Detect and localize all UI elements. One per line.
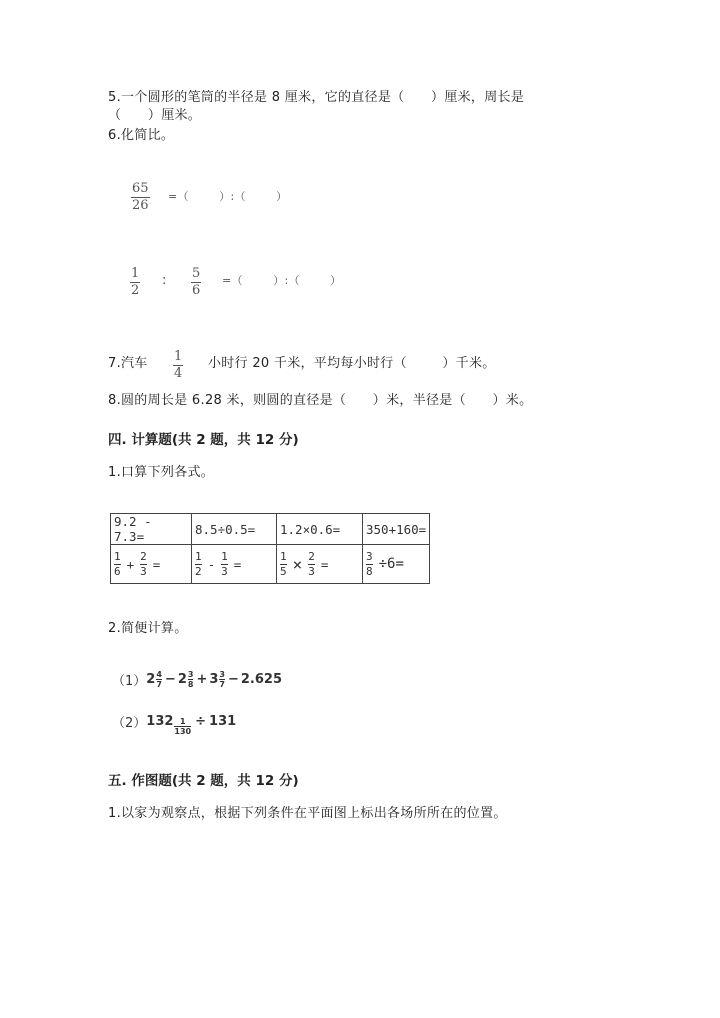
expression-label: （2） [112, 716, 147, 731]
operator: + [196, 672, 208, 687]
table-cell: 9.2 - 7.3= [111, 514, 192, 545]
fraction-denominator: 3 [140, 564, 147, 578]
ratio-answer-1: =（ ）:（ ） [168, 190, 288, 203]
expression-1 [112, 670, 282, 689]
fraction-numerator: 2 [308, 549, 315, 563]
divisor: 131 [209, 714, 237, 729]
equals: = [152, 556, 161, 572]
question-5-line-2: （ ）厘米。 [108, 108, 202, 123]
table-cell [363, 545, 430, 584]
fraction [280, 551, 287, 578]
fraction-denominator: 3 [221, 564, 228, 578]
fraction-denominator: 7 [219, 680, 225, 689]
question-6-title: 6.化简比。 [108, 128, 175, 143]
fraction-65-26 [131, 182, 150, 213]
whole-part: 3 [209, 672, 219, 687]
operator: − [227, 672, 239, 687]
fraction-denominator: 6 [192, 283, 201, 298]
question-7-prefix: 7.汽车 [108, 356, 148, 371]
equals: = [233, 556, 242, 572]
table-row [111, 514, 430, 545]
table-cell: 8.5÷0.5= [192, 514, 277, 545]
fraction [140, 551, 147, 578]
fraction [221, 551, 228, 578]
table-cell [277, 545, 363, 584]
fraction-numerator: 1 [114, 549, 121, 563]
whole-part: 2 [177, 672, 187, 687]
mixed-number [209, 670, 226, 689]
fraction-numerator: 5 [192, 266, 201, 281]
mixed-number [146, 670, 163, 689]
fraction-denominator: 2 [195, 564, 202, 578]
fraction-numerator: 1 [195, 549, 202, 563]
expression-2 [112, 707, 236, 736]
table-cell [111, 545, 192, 584]
fraction-numerator: 3 [187, 670, 194, 679]
fraction-numerator: 3 [366, 549, 373, 563]
whole-part: 2 [146, 672, 156, 687]
mixed-number [146, 707, 192, 736]
fraction-numerator: 1 [179, 717, 186, 726]
operator: ÷ [195, 714, 207, 729]
table-cell [192, 545, 277, 584]
fraction-numerator: 1 [221, 549, 228, 563]
ratio-colon: : [162, 273, 167, 288]
table-cell: 350+160= [363, 514, 430, 545]
fraction-numerator: 1 [174, 349, 183, 364]
fraction-denominator: 2 [131, 283, 140, 298]
question-5-line-1: 5.一个圆形的笔筒的半径是 8 厘米，它的直径是（ ）厘米，周长是 [108, 90, 525, 105]
mixed-number [178, 670, 195, 689]
table-cell: 1.2×0.6= [277, 514, 363, 545]
question-7-suffix: 小时行 20 千米，平均每小时行（ ）千米。 [208, 356, 496, 371]
fraction-numerator: 2 [140, 549, 147, 563]
fraction-denominator: 26 [132, 198, 149, 213]
fraction-numerator: 3 [219, 670, 225, 679]
fraction-denominator: 4 [174, 366, 183, 381]
operator: − [164, 672, 176, 687]
fraction-denominator: 5 [280, 564, 287, 578]
operator: + [126, 556, 135, 572]
fraction-denominator: 8 [366, 564, 373, 578]
fraction-denominator: 130 [174, 727, 192, 736]
section-4-question-2-title: 2.简便计算。 [108, 621, 188, 636]
fraction-denominator: 3 [308, 564, 315, 578]
fraction-denominator: 7 [156, 680, 162, 689]
fraction [114, 551, 121, 578]
section-5-question-1-title: 1.以家为观察点，根据下列条件在平面图上标出各场所所在的位置。 [108, 806, 507, 821]
operator: ÷6= [378, 556, 404, 572]
operator: × [292, 554, 303, 574]
table-row [111, 545, 430, 584]
mental-calc-table [110, 513, 430, 584]
operator: - [207, 556, 216, 572]
fraction [195, 551, 202, 578]
fraction-denominator: 6 [114, 564, 121, 578]
fraction [308, 551, 315, 578]
section-5-heading: 五. 作图题(共 2 题，共 12 分) [108, 773, 299, 789]
question-8: 8.圆的周长是 6.28 米，则圆的直径是（ ）米，半径是（ ）米。 [108, 393, 533, 408]
whole-part: 132 [146, 714, 174, 729]
fraction [366, 551, 373, 578]
fraction-numerator: 4 [156, 670, 162, 679]
fraction-denominator: 8 [187, 680, 194, 689]
fraction-numerator: 65 [132, 181, 149, 196]
expression-label: （1） [112, 674, 147, 689]
fraction-1-4 [173, 350, 183, 381]
section-4-heading: 四. 计算题(共 2 题，共 12 分) [108, 432, 299, 448]
fraction-1-2 [130, 267, 140, 298]
fraction-numerator: 1 [280, 549, 287, 563]
ratio-answer-2: =（ ）:（ ） [222, 274, 342, 287]
fraction-5-6 [191, 267, 201, 298]
section-4-question-1-title: 1.口算下列各式。 [108, 465, 215, 480]
fraction-numerator: 1 [131, 266, 140, 281]
decimal-term: 2.625 [240, 672, 282, 687]
equals: = [320, 556, 329, 572]
